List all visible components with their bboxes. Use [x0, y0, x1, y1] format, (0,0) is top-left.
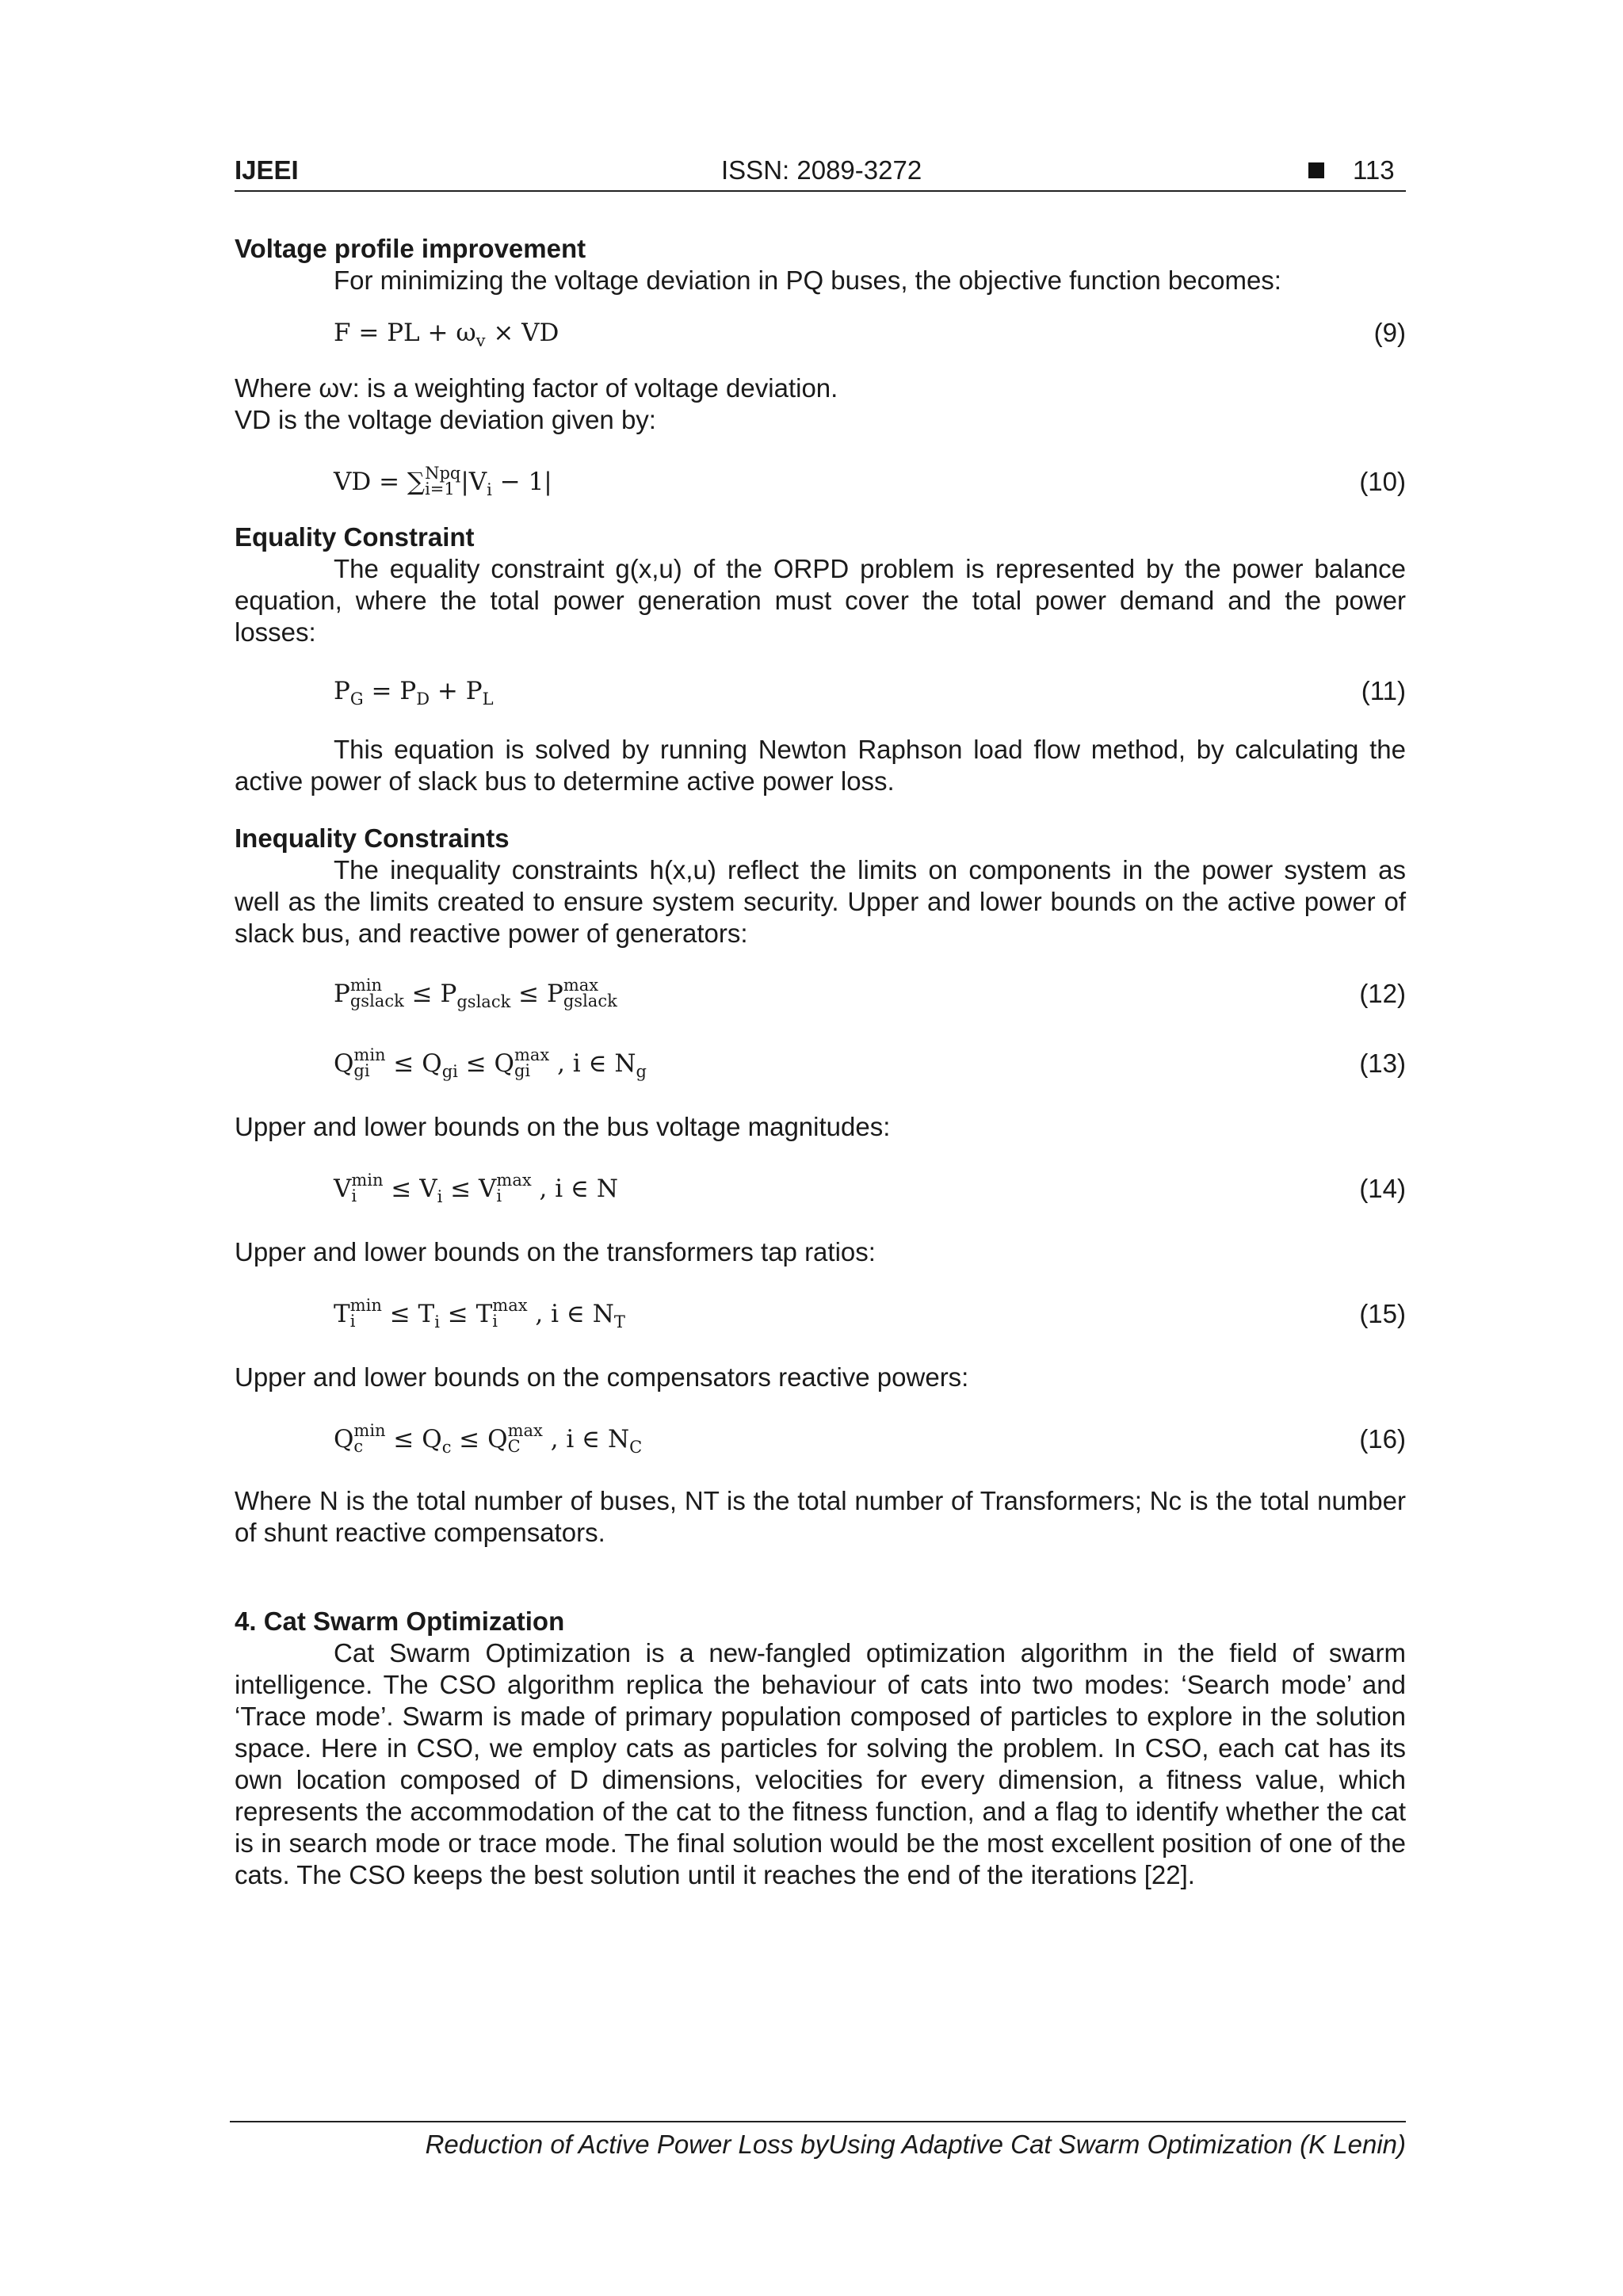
paragraph: For minimizing the voltage deviation in PQ buses, the objective function becomes:	[334, 266, 1281, 295]
equation-number: (13)	[1359, 1049, 1406, 1078]
paragraph: This equation is solved by running Newton Raphson load flow method, by calculating the active power of slack bus to determine active power loss.	[235, 735, 1406, 796]
footer-title: Reduction of Active Power Loss byUsing Adaptive Cat Swarm Optimization (K Lenin)	[425, 2130, 1406, 2159]
section-heading-equality: Equality Constraint	[235, 522, 475, 552]
equation-number: (10)	[1359, 467, 1406, 496]
equation-14: V min i ≤ $V_i \le V$ max i , i ∈ N (14)	[334, 1171, 1406, 1207]
page-number-box	[1308, 155, 1395, 185]
page-number: 113	[1353, 155, 1395, 185]
page-content	[235, 233, 1406, 1891]
equation-12: P min gslack ≤ $P_{gslack} \le P$ max gslack (12)	[334, 976, 1406, 1012]
paragraph: VD is the voltage deviation given by:	[235, 405, 656, 434]
paragraph: Where ωv: is a weighting factor of voltage deviation.	[235, 373, 838, 403]
running-footer	[230, 2121, 1406, 2160]
paragraph: Cat Swarm Optimization is a new-fangled optimization algorithm in the field of swarm intelligence. The CSO algorithm replica the behaviour of cats into two modes: ‘Search mode’ and ‘Trace mode’. Swarm is made of primary population composed of particles to explore in the solution space. Here in CSO, we employ cats as particles for solving the problem. In CSO, each cat has its own location composed of D dimensions, velocities for every dimension, a fitness value, which represents the accommodation of the cat to the fitness function, and a flag to identify whether the cat is in search mode or trace mode. The final solution would be the most excellent position of one of the cats. The CSO keeps the best solution until it reaches the end of the iterations [22].	[235, 1638, 1406, 1889]
equation-number: (15)	[1359, 1299, 1406, 1328]
section-heading-inequality: Inequality Constraints	[235, 823, 510, 853]
section-heading-cso: 4. Cat Swarm Optimization	[235, 1606, 565, 1636]
equation-15: T min i ≤ $T_i \le T$ max i , i ∈ $N_T$ (15)	[334, 1296, 1406, 1332]
equation-number: (16)	[1359, 1424, 1406, 1454]
equation-10: VD = ∑ Npq i=1 $|V_i - 1|$ (10)	[334, 464, 1406, 500]
equation-11: $P_G = P_D + P_L$ (11)	[235, 674, 1406, 709]
section-heading-voltage: Voltage profile improvement	[235, 234, 586, 263]
paragraph: Upper and lower bounds on the bus voltage magnitudes:	[235, 1112, 891, 1141]
equation-13: Q min gi ≤ $Q_{gi} \le Q$ max gi , i ∈ $N_g$ (13)	[334, 1045, 1406, 1082]
equation-number: (14)	[1359, 1174, 1406, 1203]
paragraph: Upper and lower bounds on the compensators reactive powers:	[235, 1362, 969, 1392]
paragraph: Where N is the total number of buses, NT is the total number of Transformers; Nc is the total number of shunt reactive compensators.	[235, 1486, 1406, 1547]
running-header	[235, 155, 1406, 192]
journal-name: IJEEI	[235, 155, 299, 185]
paragraph: The inequality constraints h(x,u) reflect the limits on components in the power system as well as the limits created to ensure system security. Upper and lower bounds on the active power of slack bus, and reactive power of generators:	[235, 855, 1406, 948]
paragraph: Upper and lower bounds on the transformers tap ratios:	[235, 1237, 876, 1266]
equation-number: (9)	[1373, 318, 1406, 347]
paragraph: The equality constraint g(x,u) of the ORPD problem is represented by the power balance equation, where the total power generation must cover the total power demand and the power losses:	[235, 554, 1406, 647]
equation-9: F = PL + $\omega_v$ × VD (9)	[235, 315, 1406, 350]
issn: ISSN: 2089-3272	[721, 155, 922, 185]
equation-number: (11)	[1361, 676, 1406, 705]
equation-16: Q min c ≤ $Q_c \le Q$ max C , i ∈ $N_C$ (16)	[334, 1421, 1406, 1457]
square-bullet-icon	[1308, 162, 1324, 178]
equation-number: (12)	[1359, 979, 1406, 1008]
